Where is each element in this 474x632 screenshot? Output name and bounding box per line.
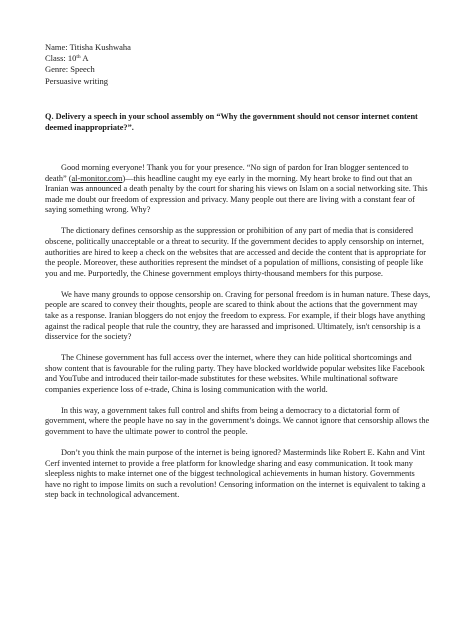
speech-body xyxy=(45,163,431,511)
paragraph-5: In this way, a government takes full control and shifts from being a democracy to a dictatorial form of government, where the people have no say in the government’s doings. We cannot ignore that censorship allows the government to have the ultimate power to control the people. xyxy=(45,405,430,437)
class-suffix: A xyxy=(80,53,89,64)
question-prompt: Q. Delivery a speech in your school assembly on “Why the government should not censor internet content deemed inappropriate?”. xyxy=(45,112,418,132)
paragraph-3: We have many grounds to oppose censorship on. Craving for personal freedom is in human nature. These days, people are scared to convey their thoughts, people are scared to think about the actions that the government may take as a response. Iranian bloggers do not enjoy the freedom to express. For example, if their blogs have anything against the radical people that rule the country, they are harassed and imprisoned. Ultimately, isn't censorship is a disservice for the society? xyxy=(45,289,431,342)
paragraph-1-rest: )—this headline caught my eye early in the morning. My heart broke to find out that an Iranian was announced a death penalty by the court for sharing his views on Islam on a social networking site. This made me doubt our freedom of expression and privacy. Many people out there are living with a constant fear of saying something wrong. Why? xyxy=(45,173,428,215)
class-superscript: th xyxy=(76,54,81,61)
writing-type-line: Persuasive writing xyxy=(45,75,109,86)
class-prefix: Class: 10 xyxy=(45,53,77,64)
source-link[interactable]: al-monitor.com xyxy=(71,173,123,183)
paragraph-1 xyxy=(45,163,431,216)
paragraph-2: The dictionary defines censorship as the suppression or prohibition of any part of media that is considered obscene, politically unacceptable or a threat to security. If the government decides to apply censorship on internet, authorities are hired to keep a check on the websites that are accessed and decide the content that is appropriate for the people. Moreover, these authorities represent the mindset of a population of millions, consisting of people like you and me. Purportedly, the Chinese government employs thirty-thousand members for this purpose. xyxy=(45,226,427,278)
paragraph-1-intro: Good morning everyone! Thank you for your presence. “No sign of pardon for Iran blogger sentenced to death” ( xyxy=(45,163,409,183)
paragraph-6: Don’t you think the main purpose of the internet is being ignored? Masterminds like Robert E. Kahn and Vint Cerf invented internet to provide a free platform for knowledge sharing and easy communication. It took many sleepless nights to make internet one of the biggest technological achievements in human history. Governments have no right to impose limits on such a revolution! Censoring information on the internet is equivalent to taking a step back in technological advancement. xyxy=(45,448,426,500)
name-line: Name: Titisha Kushwaha xyxy=(45,42,131,52)
paragraph-4: The Chinese government has full access over the internet, where they can hide political shortcomings and show content that is favourable for the ruling party. They have blocked worldwide popular websites like Facebook and YouTube and introduced their tailor-made substitutes for these websites. While multinational software companies experience loss of e-trade, China is losing communication with the world. xyxy=(45,353,425,394)
student-info-header xyxy=(45,42,425,87)
genre-line: Genre: Speech xyxy=(45,64,95,75)
class-line xyxy=(45,53,425,64)
